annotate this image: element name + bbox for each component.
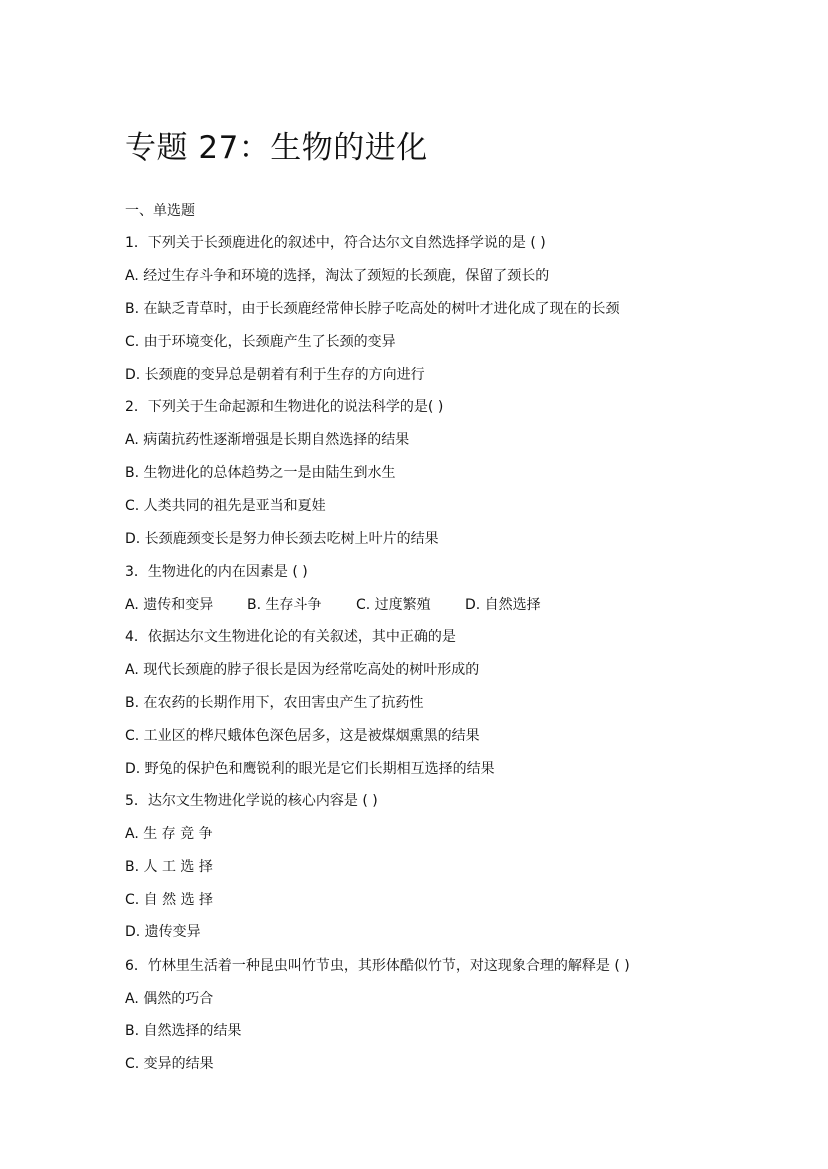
- question-2-option-c: C. 人类共同的祖先是亚当和夏娃: [125, 498, 326, 514]
- question-6-stem: 6．竹林里生活着一种昆虫叫竹节虫，其形体酷似竹节，对这现象合理的解释是 ( ): [125, 958, 630, 974]
- question-1-stem: 1．下列关于长颈鹿进化的叙述中，符合达尔文自然选择学说的是 ( ): [125, 235, 546, 251]
- question-4-option-b: B. 在农药的长期作用下，农田害虫产生了抗药性: [125, 695, 424, 711]
- question-5-option-c: C. 自 然 选 择: [125, 892, 214, 908]
- page-title: 专题 27：生物的进化: [125, 130, 428, 166]
- question-6-option-c: C. 变异的结果: [125, 1056, 214, 1072]
- question-2-option-a: A. 病菌抗药性逐渐增强是长期自然选择的结果: [125, 432, 410, 448]
- question-2-stem: 2．下列关于生命起源和生物进化的说法科学的是( ): [125, 399, 444, 415]
- question-4-stem: 4．依据达尔文生物进化论的有关叙述，其中正确的是: [125, 629, 456, 645]
- question-4-option-c: C. 工业区的桦尺蛾体色深色居多，这是被煤烟熏黑的结果: [125, 728, 480, 744]
- question-5-option-b: B. 人 工 选 择: [125, 859, 213, 875]
- question-4-option-a: A. 现代长颈鹿的脖子很长是因为经常吃高处的树叶形成的: [125, 662, 480, 678]
- question-4-option-d: D. 野兔的保护色和鹰锐利的眼光是它们长期相互选择的结果: [125, 761, 495, 777]
- section-heading: 一、单选题: [125, 203, 195, 219]
- question-3-option-c: C. 过度繁殖: [356, 597, 431, 613]
- question-5-option-d: D. 遗传变异: [125, 924, 201, 940]
- question-3-option-a: A. 遗传和变异: [125, 597, 214, 613]
- question-6-option-b: B. 自然选择的结果: [125, 1023, 242, 1039]
- question-1-option-d: D. 长颈鹿的变异总是朝着有利于生存的方向进行: [125, 367, 425, 383]
- question-3-stem: 3．生物进化的内在因素是 ( ): [125, 564, 308, 580]
- question-3-option-b: B. 生存斗争: [247, 597, 322, 613]
- question-1-option-b: B. 在缺乏青草时，由于长颈鹿经常伸长脖子吃高处的树叶才进化成了现在的长颈: [125, 301, 620, 317]
- question-1-option-c: C. 由于环境变化，长颈鹿产生了长颈的变异: [125, 334, 396, 350]
- question-5-option-a: A. 生 存 竞 争: [125, 826, 213, 842]
- question-6-option-a: A. 偶然的巧合: [125, 991, 214, 1007]
- question-2-option-b: B. 生物进化的总体趋势之一是由陆生到水生: [125, 465, 396, 481]
- question-5-stem: 5．达尔文生物进化学说的核心内容是 ( ): [125, 793, 378, 809]
- question-1-option-a: A. 经过生存斗争和环境的选择，淘汰了颈短的长颈鹿，保留了颈长的: [125, 268, 550, 284]
- question-2-option-d: D. 长颈鹿颈变长是努力伸长颈去吃树上叶片的结果: [125, 531, 439, 547]
- question-3-option-d: D. 自然选择: [465, 597, 541, 613]
- question-3-options-row: [125, 595, 541, 615]
